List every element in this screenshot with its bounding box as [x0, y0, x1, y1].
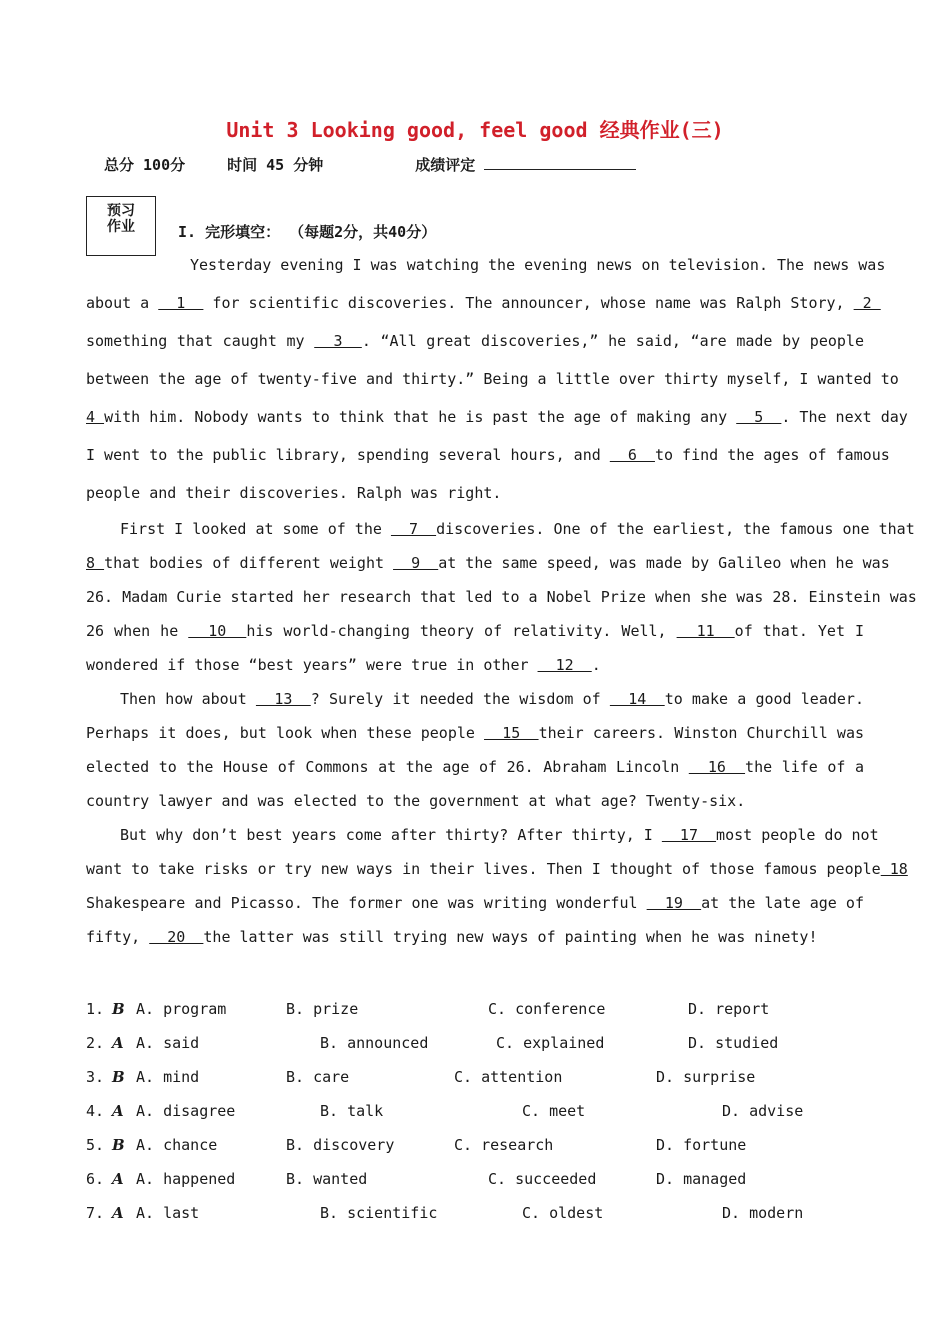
- passage-text: the latter was still trying new ways of painting when he was ninety!: [203, 928, 818, 946]
- cloze-blank[interactable]: 6: [609, 446, 655, 464]
- option-row: [86, 1200, 886, 1234]
- grade-label: 成绩评定: [415, 156, 476, 174]
- option-b[interactable]: B. announced: [320, 1034, 429, 1052]
- passage-text: Perhaps it does, but look when these people: [86, 724, 485, 742]
- cloze-blank[interactable]: 7: [390, 520, 437, 538]
- passage-text: elected to the House of Commons at the age of 26. Abraham Lincoln: [86, 758, 689, 776]
- options-list: [86, 996, 886, 1234]
- passage-text: ? Surely it needed the wisdom of: [310, 690, 610, 708]
- option-d[interactable]: D. managed: [656, 1170, 747, 1188]
- option-row: [86, 996, 886, 1030]
- answer-mark: B: [112, 1068, 125, 1086]
- cloze-blank[interactable]: 12: [537, 656, 592, 674]
- cloze-blank[interactable]: 3: [314, 332, 362, 350]
- cloze-blank[interactable]: 17: [661, 826, 717, 844]
- passage-text: First I looked at some of the: [120, 520, 391, 538]
- answer-mark: A: [112, 1170, 124, 1188]
- passage-line: [86, 856, 908, 890]
- passage-text: fifty,: [86, 928, 150, 946]
- option-c[interactable]: C. succeeded: [488, 1170, 597, 1188]
- passage-line: [86, 288, 881, 326]
- section-title: I. 完形填空： （每题2分，共40分）: [178, 223, 437, 241]
- option-d[interactable]: D. modern: [722, 1204, 804, 1222]
- box-label-1: 预习: [107, 203, 135, 219]
- cloze-blank[interactable]: 5: [736, 408, 782, 426]
- passage-text: 26 when he: [86, 622, 189, 640]
- passage-text: Shakespeare and Picasso. The former one was writing wonderful: [86, 894, 647, 912]
- passage-line: [86, 550, 890, 584]
- passage-line: Yesterday evening I was watching the evening news on television. The news was: [190, 256, 886, 274]
- option-d[interactable]: D. advise: [722, 1102, 804, 1120]
- cloze-blank[interactable]: 2: [853, 294, 881, 312]
- question-number: 7.: [86, 1204, 105, 1222]
- option-d[interactable]: D. surprise: [656, 1068, 756, 1086]
- question-number: 2.: [86, 1034, 105, 1052]
- passage-line: [86, 890, 864, 924]
- passage-text: for scientific discoveries. The announcer, whose name was Ralph Story,: [203, 294, 854, 312]
- page-title: Unit 3 Looking good, feel good 经典作业(三): [226, 118, 724, 142]
- cloze-blank[interactable]: 20: [149, 928, 204, 946]
- grade-blank: [484, 155, 636, 170]
- passage-text: But why don’t best years come after thirty? After thirty, I: [120, 826, 662, 844]
- passage-line: [86, 326, 864, 364]
- option-row: [86, 1030, 886, 1064]
- passage-line: [86, 402, 908, 440]
- box-label-2: 作业: [107, 219, 135, 235]
- option-b[interactable]: B. wanted: [286, 1170, 368, 1188]
- passage-text: at the late age of: [701, 894, 864, 912]
- answer-mark: B: [112, 1136, 125, 1154]
- question-number: 3.: [86, 1068, 105, 1086]
- option-c[interactable]: C. explained: [496, 1034, 605, 1052]
- passage: [86, 250, 917, 958]
- passage-text: I went to the public library, spending several hours, and: [86, 446, 610, 464]
- option-a[interactable]: A. last: [136, 1204, 200, 1222]
- option-c[interactable]: C. oldest: [522, 1204, 604, 1222]
- passage-text: .: [591, 656, 601, 674]
- time-limit: 时间 45 分钟: [227, 156, 324, 174]
- answer-mark: A: [112, 1034, 124, 1052]
- passage-text: something that caught my: [86, 332, 315, 350]
- passage-line: [86, 720, 864, 754]
- option-row: [86, 1132, 886, 1166]
- passage-text: . The next day: [781, 408, 908, 426]
- option-d[interactable]: D. fortune: [656, 1136, 747, 1154]
- passage-text: that bodies of different weight: [104, 554, 394, 572]
- option-d[interactable]: D. report: [688, 1000, 770, 1018]
- total-score: 总分 100分: [104, 156, 186, 174]
- passage-line: [86, 924, 864, 958]
- cloze-blank[interactable]: 11: [676, 622, 735, 640]
- passage-text: wondered if those “best years” were true in other: [86, 656, 538, 674]
- cloze-blank[interactable]: 8: [86, 554, 105, 572]
- passage-line: country lawyer and was elected to the government at what age? Twenty-six.: [86, 792, 746, 810]
- option-b[interactable]: B. prize: [286, 1000, 359, 1018]
- passage-line: [86, 440, 890, 478]
- passage-text: want to take risks or try new ways in their lives. Then I thought of those famous people: [86, 860, 881, 878]
- passage-text: his world-changing theory of relativity. Well,: [246, 622, 677, 640]
- option-a[interactable]: A. mind: [136, 1068, 200, 1086]
- option-c[interactable]: C. meet: [522, 1102, 586, 1120]
- passage-line: [86, 618, 864, 652]
- passage-text: to make a good leader.: [664, 690, 864, 708]
- passage-text: Then how about: [120, 690, 256, 708]
- cloze-blank[interactable]: 16: [688, 758, 746, 776]
- preview-box: [86, 196, 156, 256]
- passage-line: [86, 754, 864, 788]
- option-row: [86, 1098, 886, 1132]
- passage-text: discoveries. One of the earliest, the famous one that: [436, 520, 915, 538]
- cloze-blank[interactable]: 10: [188, 622, 247, 640]
- answer-mark: A: [112, 1204, 124, 1222]
- passage-text: to find the ages of famous: [654, 446, 890, 464]
- cloze-blank[interactable]: 18: [880, 860, 908, 878]
- question-number: 6.: [86, 1170, 105, 1188]
- passage-line: people and their discoveries. Ralph was right.: [86, 484, 502, 502]
- question-number: 1.: [86, 1000, 105, 1018]
- option-a[interactable]: A. program: [136, 1000, 227, 1018]
- option-row: [86, 1064, 886, 1098]
- passage-text: at the same speed, was made by Galileo when he was: [438, 554, 890, 572]
- option-a[interactable]: A. chance: [136, 1136, 218, 1154]
- passage-line: [86, 516, 915, 550]
- passage-text: the life of a: [745, 758, 865, 776]
- passage-text: about a: [86, 294, 159, 312]
- passage-line: 26. Madam Curie started her research that led to a Nobel Prize when she was 28. Einstein was: [86, 588, 917, 606]
- option-a[interactable]: A. said: [136, 1034, 200, 1052]
- answer-mark: B: [112, 1000, 125, 1018]
- option-a[interactable]: A. happened: [136, 1170, 236, 1188]
- option-d[interactable]: D. studied: [688, 1034, 779, 1052]
- cloze-blank[interactable]: 19: [646, 894, 702, 912]
- cloze-blank[interactable]: 1: [158, 294, 204, 312]
- passage-text: of that. Yet I: [734, 622, 865, 640]
- meta-line: [104, 154, 636, 175]
- passage-text: . “All great discoveries,” he said, “are made by people: [361, 332, 864, 350]
- cloze-blank[interactable]: 13: [255, 690, 311, 708]
- answer-mark: A: [112, 1102, 124, 1120]
- cloze-blank[interactable]: 9: [393, 554, 439, 572]
- option-c[interactable]: C. research: [454, 1136, 554, 1154]
- cloze-blank[interactable]: 15: [484, 724, 539, 742]
- passage-text: with him. Nobody wants to think that he is past the age of making any: [104, 408, 737, 426]
- passage-line: [86, 652, 864, 686]
- option-row: [86, 1166, 886, 1200]
- option-b[interactable]: B. care: [286, 1068, 350, 1086]
- passage-text: most people do not: [716, 826, 879, 844]
- option-b[interactable]: B. scientific: [320, 1204, 438, 1222]
- passage-line: [86, 822, 879, 856]
- passage-line: [86, 686, 864, 720]
- option-c[interactable]: C. attention: [454, 1068, 563, 1086]
- option-b[interactable]: B. talk: [320, 1102, 384, 1120]
- option-c[interactable]: C. conference: [488, 1000, 606, 1018]
- option-a[interactable]: A. disagree: [136, 1102, 236, 1120]
- cloze-blank[interactable]: 14: [609, 690, 665, 708]
- question-number: 5.: [86, 1136, 105, 1154]
- option-b[interactable]: B. discovery: [286, 1136, 395, 1154]
- passage-text: their careers. Winston Churchill was: [538, 724, 865, 742]
- passage-line: between the age of twenty-five and thirty.” Being a little over thirty myself, I wanted to: [86, 370, 899, 388]
- question-number: 4.: [86, 1102, 105, 1120]
- cloze-blank[interactable]: 4: [86, 408, 105, 426]
